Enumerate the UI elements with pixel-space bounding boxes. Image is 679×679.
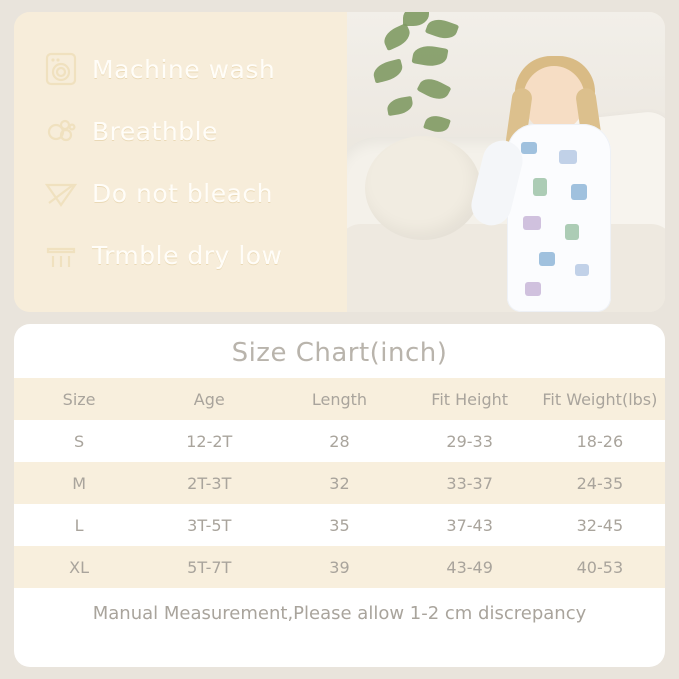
cell-fit-height: 43-49 [446, 557, 493, 577]
feature-label: Trmble dry low [92, 240, 283, 270]
feature-label: Breathble [92, 116, 218, 146]
cell-fit-weight: 18-26 [576, 431, 624, 451]
sleep-sack [507, 124, 611, 312]
washing-machine-icon [36, 45, 86, 93]
cell-age: 2T-3T [187, 473, 232, 493]
feature-label: Do not bleach [92, 178, 273, 208]
feature-label: Machine wash [92, 54, 276, 84]
size-chart-table [14, 378, 665, 588]
table-row [14, 546, 665, 588]
table-header-row [14, 378, 665, 420]
cell-size: M [72, 473, 86, 493]
cell-size: L [74, 515, 84, 535]
measurement-note: Manual Measurement,Please allow 1-2 cm discrepancy [92, 603, 587, 624]
feature-item-breathable [36, 100, 347, 162]
column-header-fit-height: Fit Height [431, 389, 509, 409]
cell-length: 28 [329, 431, 350, 451]
cell-fit-weight: 24-35 [576, 473, 624, 493]
table-row [14, 420, 665, 462]
no-bleach-icon [36, 169, 86, 217]
column-header-fit-weight: Fit Weight(lbs) [542, 389, 658, 409]
table-row [14, 462, 665, 504]
child-model [487, 62, 637, 312]
cell-fit-height: 33-37 [446, 473, 493, 493]
cell-size: XL [69, 557, 90, 577]
bubbles-breathable-icon [36, 107, 86, 155]
size-chart-title: Size Chart(inch) [231, 338, 448, 368]
cell-length: 35 [329, 515, 350, 535]
column-header-length: Length [311, 389, 368, 409]
column-header-age: Age [193, 389, 225, 409]
feature-item-do-not-bleach [36, 162, 347, 224]
product-photo [347, 12, 665, 312]
cell-age: 3T-5T [187, 515, 232, 535]
feature-list [14, 12, 347, 312]
cell-length: 32 [329, 473, 350, 493]
cell-fit-height: 29-33 [446, 431, 493, 451]
column-header-size: Size [62, 389, 96, 409]
plant-decor [353, 12, 483, 156]
cell-size: S [74, 431, 85, 451]
cell-length: 39 [329, 557, 350, 577]
cell-age: 5T-7T [187, 557, 232, 577]
feature-item-machine-wash [36, 38, 347, 100]
features-photo-card [14, 12, 665, 312]
table-row [14, 504, 665, 546]
size-chart-card [14, 324, 665, 667]
round-pillow [365, 136, 481, 240]
measurement-note-container [14, 588, 665, 624]
cell-age: 12-2T [186, 431, 233, 451]
tumble-dry-low-icon [36, 231, 86, 279]
cell-fit-height: 37-43 [446, 515, 493, 535]
cell-fit-weight: 40-53 [576, 557, 624, 577]
cell-fit-weight: 32-45 [576, 515, 624, 535]
feature-item-tumble-dry-low [36, 224, 347, 286]
